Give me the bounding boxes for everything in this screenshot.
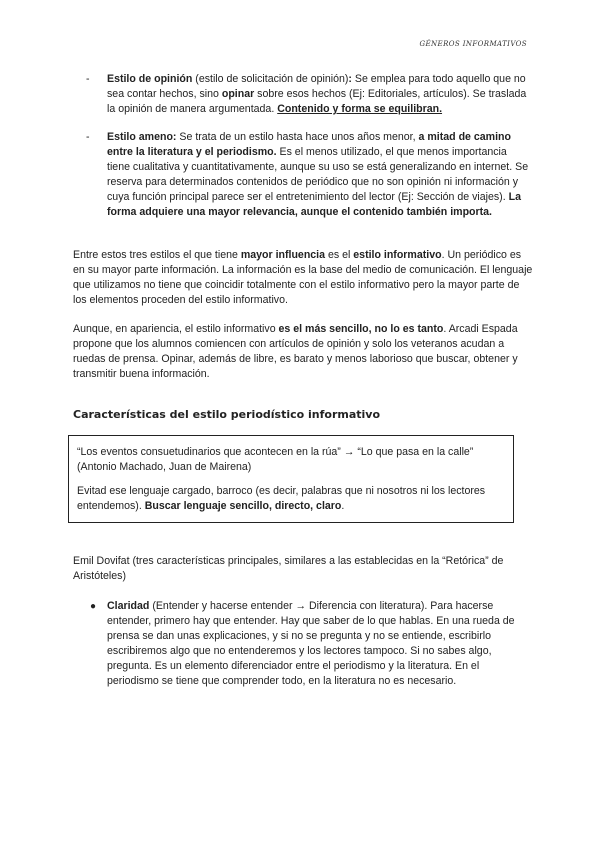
text-span: : <box>348 73 352 85</box>
text-span: . <box>341 500 345 512</box>
text-span: Se emplea para todo aquello que no sea contar hechos, sino <box>107 73 526 100</box>
paragraph-apariencia <box>73 322 533 382</box>
bullet-marker: ● <box>90 601 97 612</box>
item-title: Estilo de opinión <box>107 73 193 85</box>
list-item-claridad <box>90 599 530 689</box>
bold-span: estilo informativo <box>353 249 442 261</box>
text-span: Es el menos utilizado, el que menos importancia tiene cualitativa y cuantitativamente, aunque su uso se está generalizando en internet. Se reserva para determinados contenidos de periódico que no son opinión ni información y cuya función principal parece ser el entretenimiento del lector (Ej: Sección de viajes). <box>107 146 529 203</box>
quote-box <box>68 435 514 523</box>
text-span: Evitad ese lenguaje cargado, barroco (es decir, palabras que ni nosotros ni los lectores entendemos). <box>77 485 486 512</box>
box-note <box>77 484 505 514</box>
text-span: sobre esos hechos (Ej: Editoriales, artículos). Se traslada la opinión de manera argumentada. <box>107 88 527 115</box>
bold-span: mayor influencia <box>240 249 326 261</box>
list-item-estilo-ameno <box>86 130 530 220</box>
text-span: . Arcadi Espada propone que los alumnos comiencen con artículos de opinión y solo los veteranos acudan a ruedas de prensa. Opinar, además de libre, es barato y menos laborioso que buscar, obtener y transmitir buena información. <box>73 323 518 380</box>
bold-span: es el más sencillo, no lo es tanto <box>278 323 444 335</box>
emphasis-span: Contenido y forma se equilibran. <box>277 103 443 115</box>
bold-span: opinar <box>221 88 255 100</box>
text-span: Se trata de un estilo hasta hace unos años menor, <box>176 131 419 143</box>
paragraph-estilos <box>73 248 533 308</box>
item-title: Estilo ameno: <box>107 131 177 143</box>
text-span: (Entender y hacerse entender → Diferencia con literatura). Para hacerse entender, primero hay que entender. Hay que saber de lo que hablas. En una rueda de prensa se dan unas explicaciones, y si no se pregunta y no se entiende, escribirlo escribiremos algo que no entenderemos y los lectores tampoco. Si no sabes algo, pregunta. Es un elemento diferenciador entre el periodismo y la literatura. En el periodismo se tiene que comprender todo, en la literatura no es necesario. <box>107 600 515 687</box>
text-span: . Un periódico es en su mayor parte información. La información es la base del medio de comunicación. El lenguaje que utilizamos no tiene que coincidir totalmente con el estilo informativo pero la mayor parte de los elementos proceden del estilo informativo. <box>73 249 533 306</box>
text-span: Entre estos tres estilos el que tiene <box>73 249 241 261</box>
paragraph-dovifat: Emil Dovifat (tres características principales, similares a las establecidas en la “Retórica” de Aristóteles) <box>73 555 504 582</box>
text-span: (estilo de solicitación de opinión) <box>192 73 349 85</box>
running-header: GÉNEROS INFORMATIVOS <box>419 40 527 48</box>
bold-span: La forma adquiere una mayor relevancia, aunque el contenido también importa. <box>107 191 521 218</box>
dash-marker: - <box>86 131 90 143</box>
list-item-estilo-opinion <box>86 72 530 117</box>
section-heading: Características del estilo periodístico informativo <box>73 408 381 421</box>
list-item-text <box>107 599 530 689</box>
quote-text: “Los eventos consuetudinarios que acontecen en la rúa” → “Lo que pasa en la calle” (Antonio Machado, Juan de Mairena) <box>77 446 474 473</box>
item-title: Claridad <box>107 600 150 612</box>
text-span: es el <box>325 249 354 261</box>
dash-marker: - <box>86 73 90 85</box>
bold-span: a mitad de camino entre la literatura y el periodismo. <box>107 131 511 158</box>
list-item-text <box>107 72 530 117</box>
list-item-text <box>107 130 530 220</box>
text-span: Aunque, en apariencia, el estilo informativo <box>73 323 279 335</box>
bold-span: Buscar lenguaje sencillo, directo, claro <box>144 500 342 512</box>
